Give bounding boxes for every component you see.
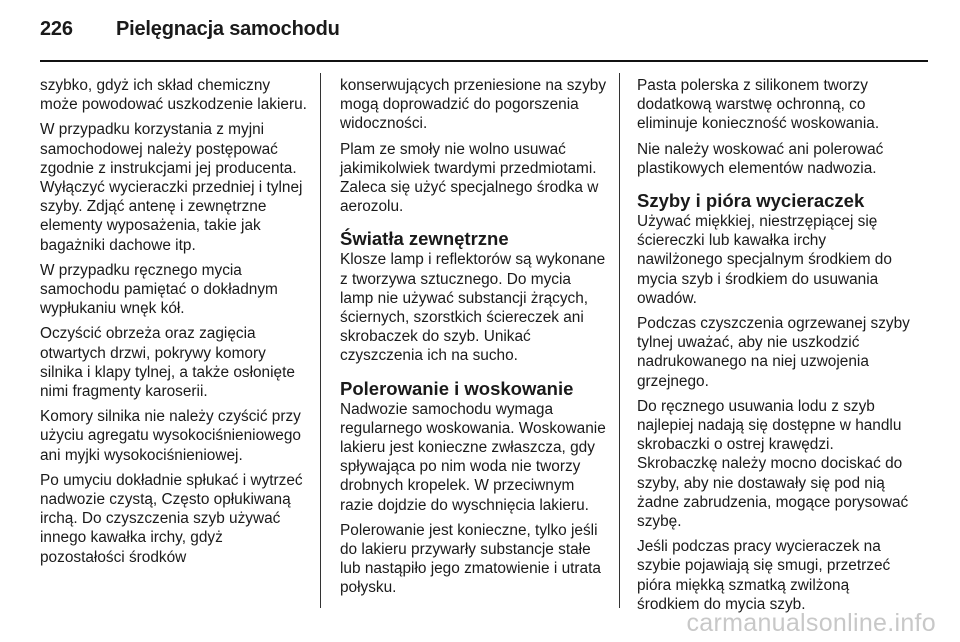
paragraph: Klosze lamp i reflektorów są wykonane z tworzywa sztucznego. Do mycia lamp nie używać substancji żrących, ściernych, szorstkich ściereczek ani skrobaczek do szyb. Unikać czyszczenia ich na sucho. [340, 251, 606, 365]
page-number: 226 [40, 18, 73, 40]
section-heading-windows-wipers: Szyby i pióra wycieraczek [637, 190, 865, 212]
paragraph: konserwujących przeniesione na szyby mogą doprowadzić do pogorszenia widoczności. [340, 77, 607, 133]
header-rule [40, 60, 928, 62]
column-2 [340, 76, 608, 604]
paragraph: W przypadku korzystania z myjni samochodowej należy postępować zgodnie z instrukcjami jej producenta. Wyłączyć wycieraczki przedniej i tylnej szyby. Zdjąć antenę i zewnętrzne elementy wyposażenia, takie jak bagażniki dachowe itp. [40, 121, 303, 254]
paragraph: W przypadku ręcznego mycia samochodu pamiętać o dokładnym wypłukaniu wnęk kół. [40, 261, 278, 318]
page-header [40, 18, 340, 48]
column-divider-1 [320, 73, 321, 608]
paragraph: Podczas czyszczenia ogrzewanej szyby tylnej uważać, aby nie uszkodzić nadrukowanego na niej uzwojenia grzejnego. [637, 315, 910, 390]
paragraph: Nadwozie samochodu wymaga regularnego woskowania. Woskowanie lakieru jest konieczne zwłaszcza, gdy spływająca po nim woda nie tworzy drobnych kropelek. W przeciwnym razie dojdzie do wyschnięcia lakieru. [340, 400, 606, 514]
column-3 [637, 76, 912, 620]
paragraph: Po umyciu dokładnie spłukać i wytrzeć nadwozie czystą, Często opłukiwaną irchą. Do czyszczenia szyb używać innego kawałka irchy, gdyż pozostałości środków [40, 471, 303, 566]
paragraph: Polerowanie jest konieczne, tylko jeśli do lakieru przywarły substancje stałe lub nastąpiło jego zmatowienie i utrata połysku. [340, 521, 601, 597]
watermark: carmanualsonline.info [686, 609, 936, 637]
paragraph: Komory silnika nie należy czyścić przy użyciu agregatu wysokociśnieniowego ani myjki wysokociśnieniowej. [40, 408, 301, 464]
paragraph: szybko, gdyż ich skład chemiczny może powodować uszkodzenie lakieru. [40, 77, 307, 114]
paragraph: Używać miękkiej, niestrzępiącej się ściereczki lub kawałka irchy nawilżonego specjalnym środkiem do mycia szyb i środkiem do usuwania owadów. [637, 213, 892, 307]
paragraph: Pasta polerska z silikonem tworzy dodatkową warstwę ochronną, co eliminuje konieczność woskowania. [637, 77, 880, 133]
paragraph: Oczyścić obrzeża oraz zagięcia otwartych drzwi, pokrywy komory silnika i klapy tylnej, a także osłonięte nimi fragmenty karoserii. [40, 325, 295, 401]
paragraph: Jeśli podczas pracy wycieraczek na szybie pojawiają się smugi, przetrzeć pióra miękką szmatką zwilżoną środkiem do mycia szyb. [637, 538, 891, 613]
section-heading-exterior-lights: Światła zewnętrzne [340, 228, 509, 250]
paragraph: Plam ze smoły nie wolno usuwać jakimikolwiek twardymi przedmiotami. Zaleca się użyć specjalnego środka w aerozolu. [340, 140, 599, 216]
column-1 [40, 76, 308, 573]
page-title: Pielęgnacja samochodu [116, 18, 340, 40]
section-heading-polishing-waxing: Polerowanie i woskowanie [340, 377, 574, 399]
paragraph: Do ręcznego usuwania lodu z szyb najlepiej nadają się dostępne w handlu skrobaczki o ostrej krawędzi. Skrobaczkę należy mocno dociskać do szyby, aby nie dostawały się pod nią żadne zabrudzenia, mogące porysować szybę. [637, 397, 909, 531]
column-divider-2 [619, 73, 620, 608]
paragraph: Nie należy woskować ani polerować plastikowych elementów nadwozia. [637, 140, 884, 177]
